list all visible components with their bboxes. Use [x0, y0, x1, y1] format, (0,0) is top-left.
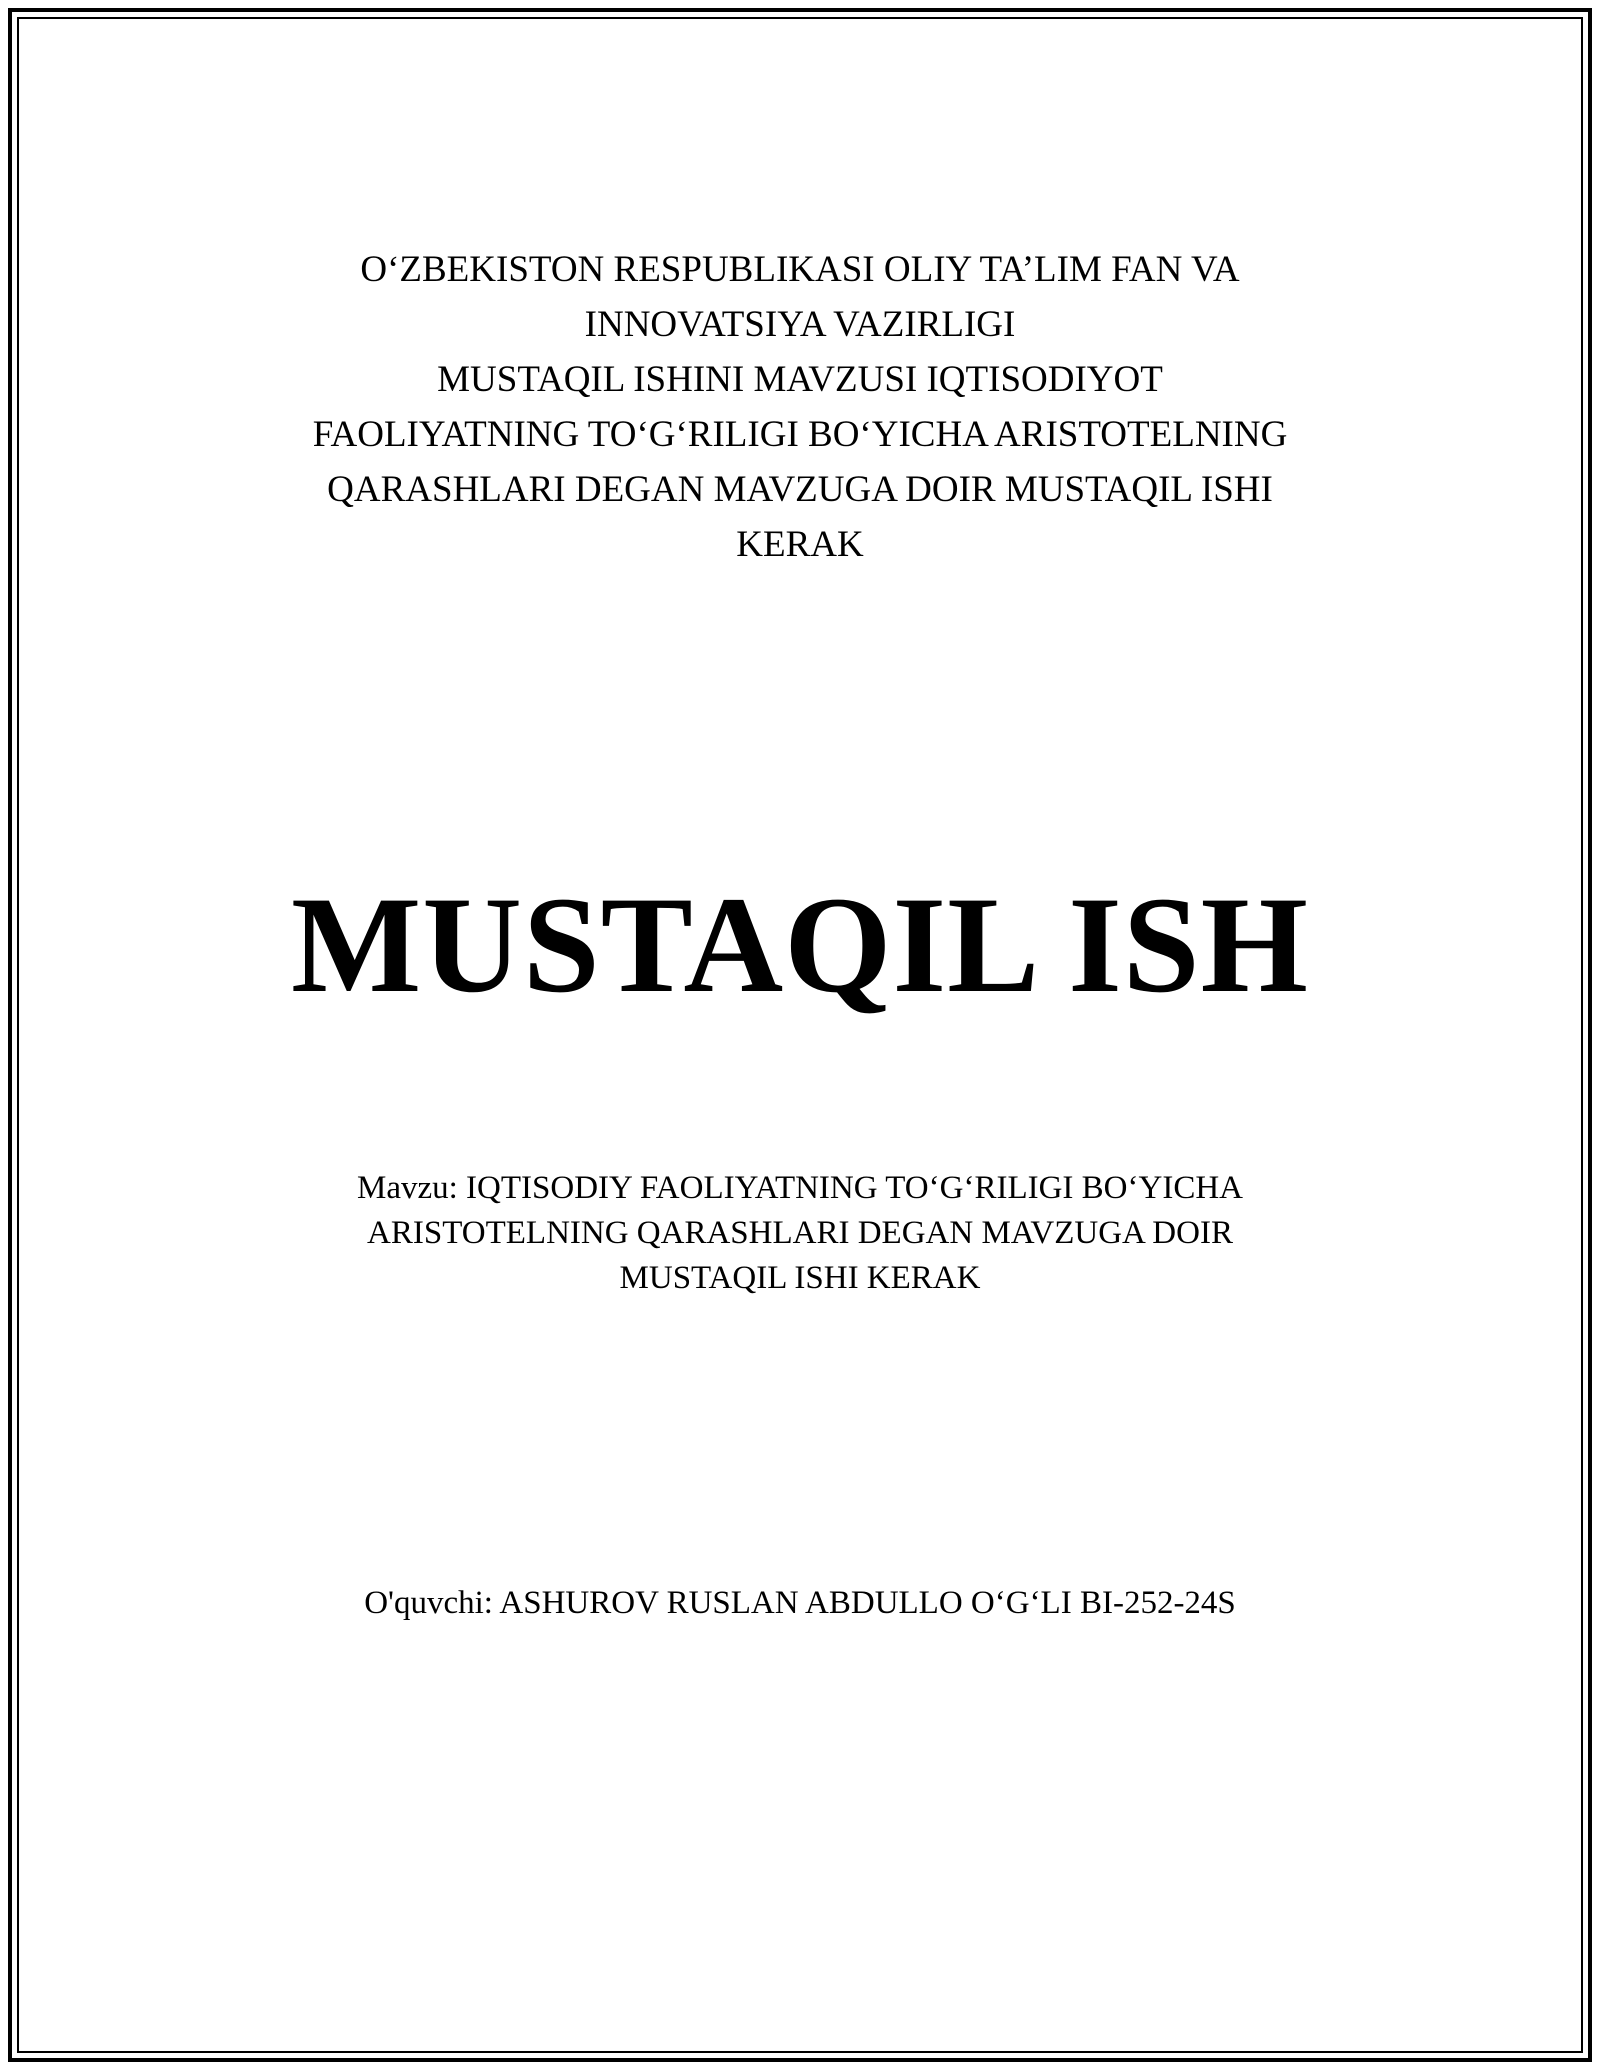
topic-line: ARISTOTELNING QARASHLARI DEGAN MAVZUGA DOIR: [367, 1215, 1233, 1251]
ministry-line: MUSTAQIL ISHINI MAVZUSI IQTISODIYOT: [437, 359, 1163, 400]
ministry-line: QARASHLARI DEGAN MAVZUGA DOIR MUSTAQIL ISHI: [327, 469, 1273, 510]
document-title: MUSTAQIL ISH: [291, 868, 1309, 1021]
ministry-line: FAOLIYATNING TO‘G‘RILIGI BO‘YICHA ARISTOTELNING: [312, 414, 1288, 455]
ministry-line: INNOVATSIYA VAZIRLIGI: [584, 304, 1016, 345]
student-info: O'quvchi: ASHUROV RUSLAN ABDULLO O‘G‘LI BI-252-24S: [364, 1585, 1236, 1621]
ministry-line: O‘ZBEKISTON RESPUBLIKASI OLIY TA’LIM FAN VA: [360, 249, 1240, 290]
topic-line: Mavzu: IQTISODIY FAOLIYATNING TO‘G‘RILIGI BO‘YICHA: [357, 1170, 1243, 1206]
topic-block: [0, 1166, 1600, 1301]
topic-line: MUSTAQIL ISHI KERAK: [619, 1260, 981, 1296]
ministry-heading-lines: [0, 242, 1600, 572]
ministry-line: KERAK: [736, 524, 864, 565]
